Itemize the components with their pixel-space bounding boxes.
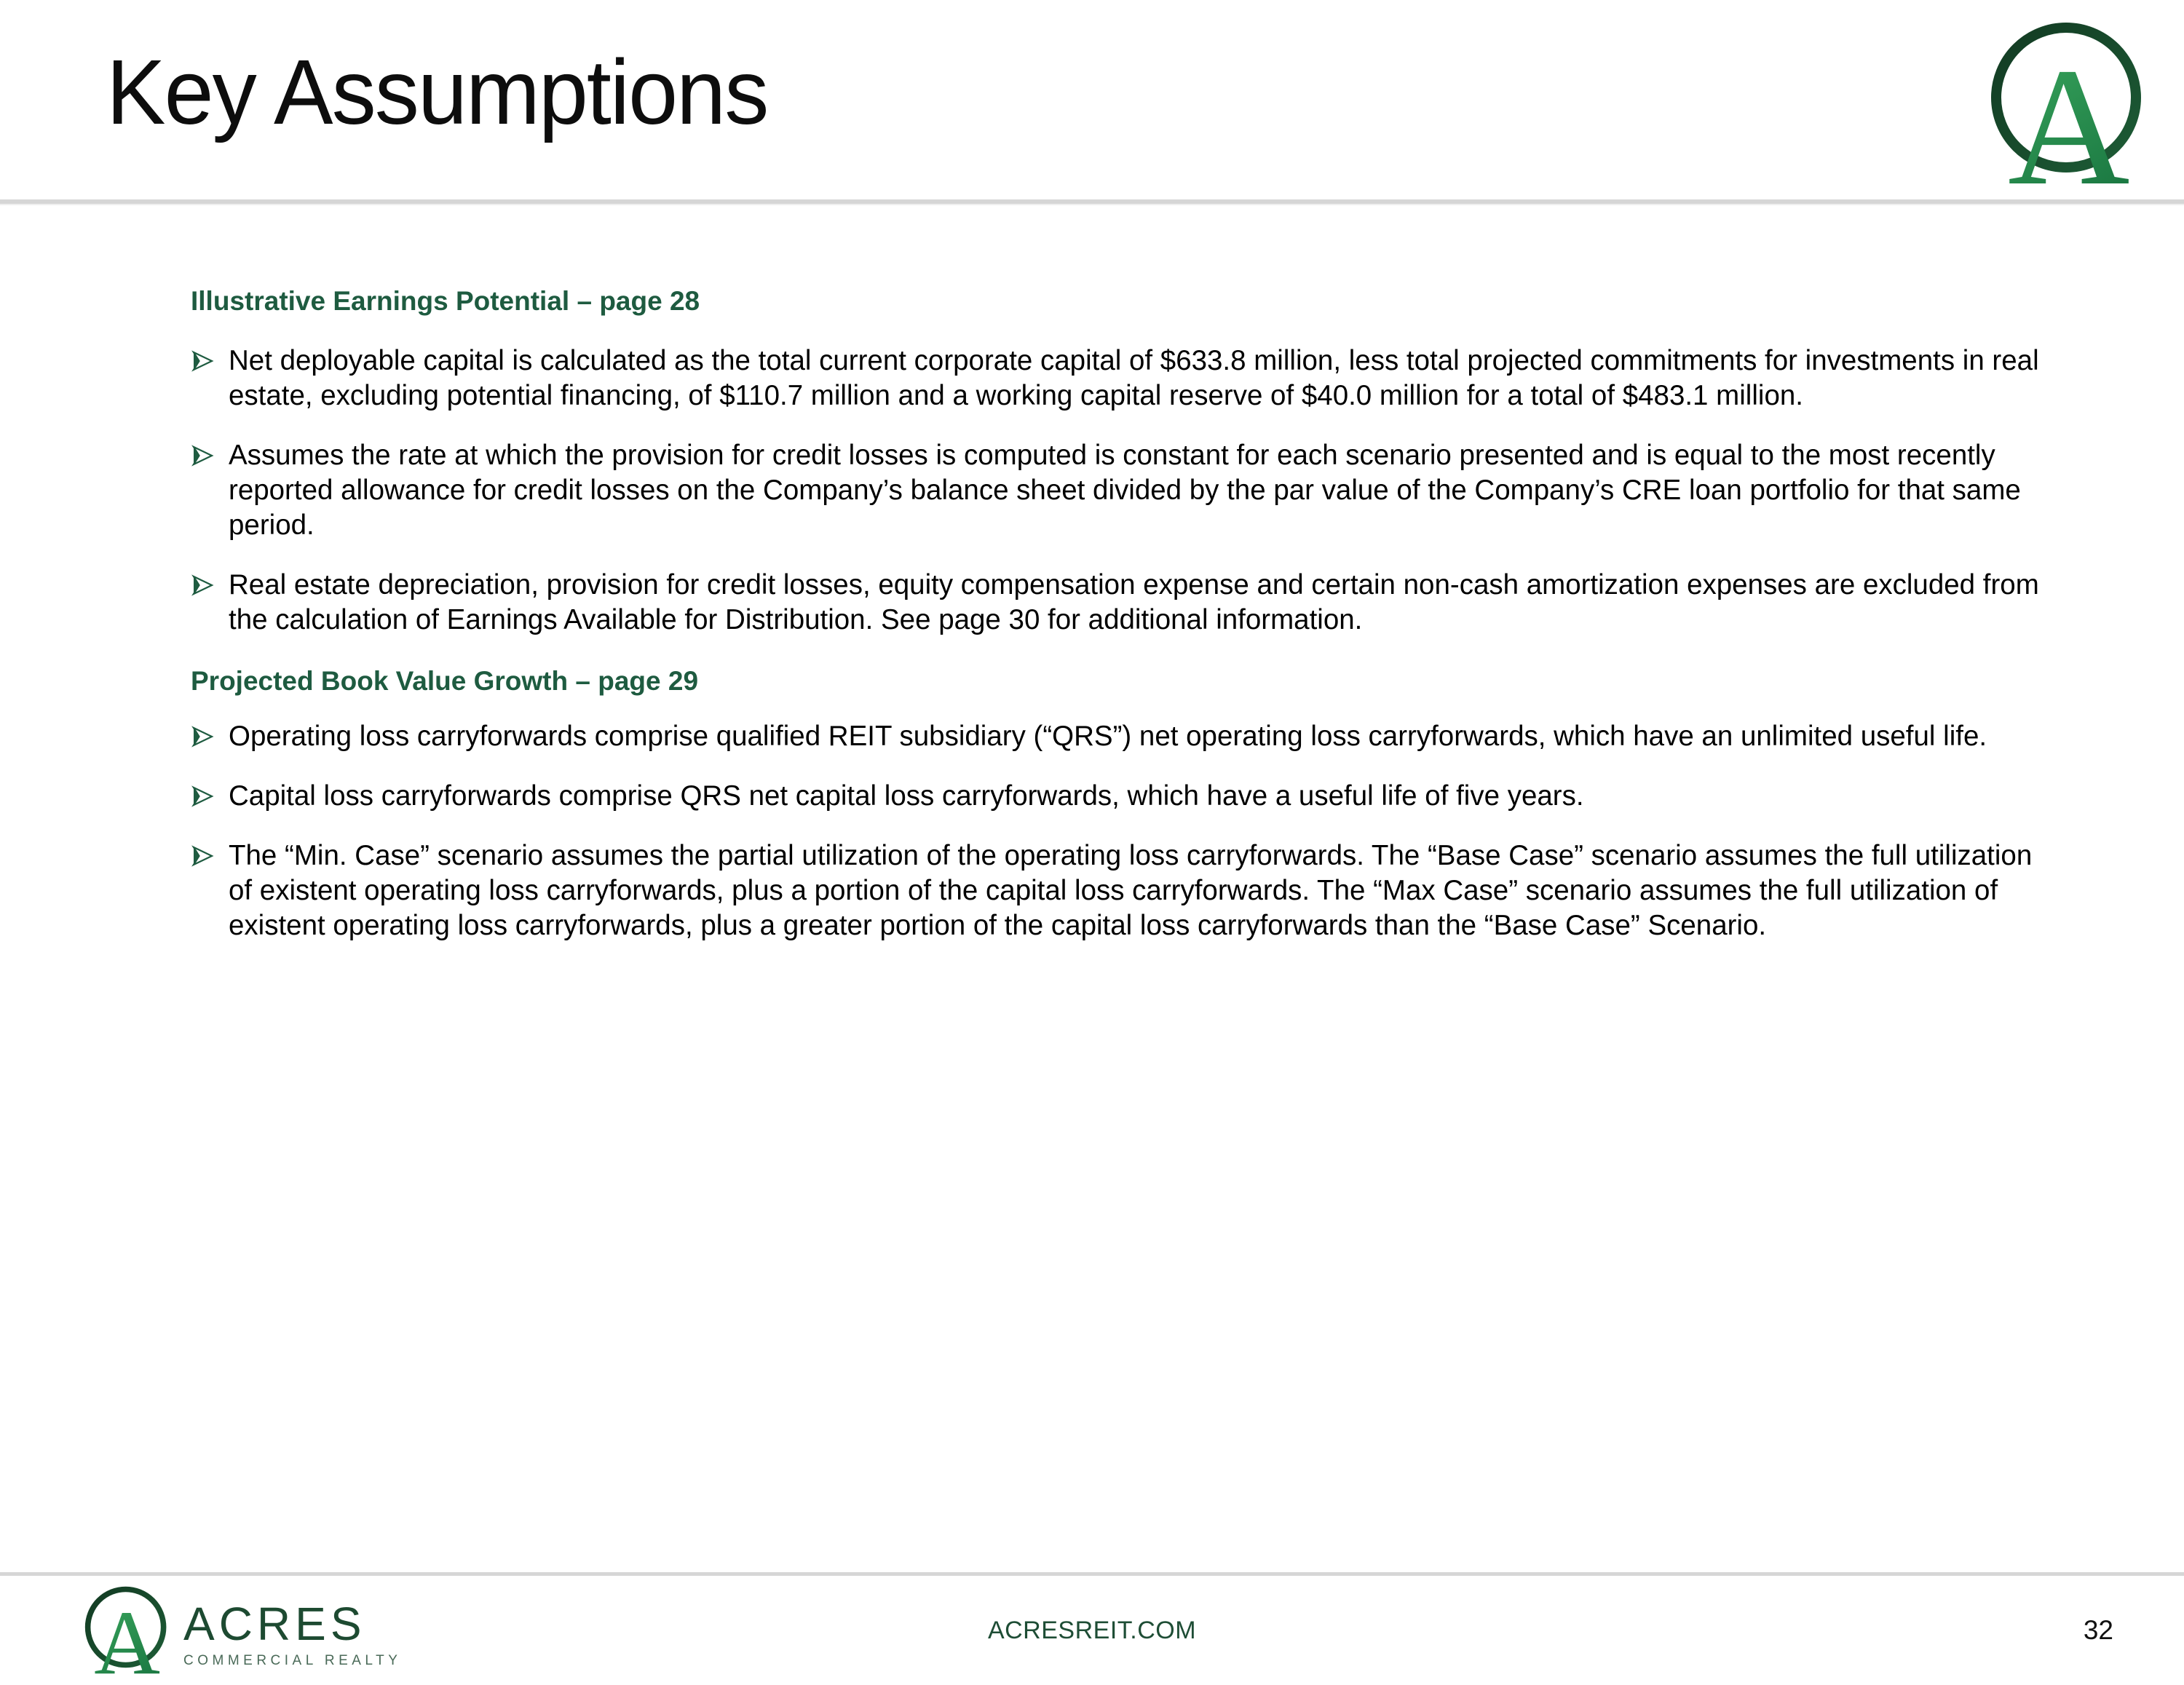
page-number: 32: [2083, 1615, 2113, 1645]
bullet-text: The “Min. Case” scenario assumes the partial utilization of the operating loss carryforwards. The “Base Case” scenario assumes the full utilization of existent operating loss carryforwards, plus a portion of the capital loss carryforwards. The “Max Case” scenario assumes the full utilization of existent operating loss carryforwards, plus a greater portion of the capital loss carryforwards than the “Base Case” Scenario.: [229, 840, 2033, 941]
arrow-bullet-icon: [191, 719, 214, 748]
footer-website: ACRESREIT.COM: [987, 1617, 1197, 1644]
slide-body: [191, 285, 2046, 968]
list-item: [191, 719, 2046, 754]
acres-logo-icon: [1983, 19, 2145, 194]
page-title: Key Assumptions: [106, 41, 768, 143]
arrow-bullet-icon: [191, 344, 214, 373]
arrow-bullet-icon: [191, 568, 214, 597]
bullet-text: Assumes the rate at which the provision for credit losses is computed is constant for each scenario presented and is equal to the most recently reported allowance for credit losses on the Company’s balance sheet divided by the par value of the Company’s CRE loan portfolio for that same period.: [229, 440, 2021, 541]
logo-letter: A: [94, 1593, 161, 1679]
logo-letter: A: [2008, 33, 2130, 194]
slide-header: [0, 0, 2184, 199]
list-item: [191, 568, 2046, 638]
arrow-bullet-icon: [191, 779, 214, 808]
bullet-text: Operating loss carryforwards comprise qualified REIT subsidiary (“QRS”) net operating loss carryforwards, which have an unlimited useful life.: [229, 721, 1987, 752]
bullet-list-book-value: [191, 719, 2046, 943]
bullet-list-earnings: [191, 344, 2046, 638]
list-item: [191, 344, 2046, 413]
list-item: [191, 779, 2046, 814]
logo-wordmark: ACRES: [183, 1598, 366, 1650]
section-heading-earnings: Illustrative Earnings Potential – page 28: [191, 286, 700, 316]
section-heading-book-value: Projected Book Value Growth – page 29: [191, 666, 699, 696]
logo-subtext: COMMERCIAL REALTY: [183, 1653, 402, 1668]
bullet-text: Capital loss carryforwards comprise QRS net capital loss carryforwards, which have a useful life of five years.: [229, 780, 1584, 812]
list-item: [191, 438, 2046, 543]
bullet-text: Real estate depreciation, provision for credit losses, equity compensation expense and certain non-cash amortization expenses are excluded from the calculation of Earnings Available for Distribution. See page 30 for additional information.: [229, 569, 2039, 635]
arrow-bullet-icon: [191, 838, 214, 868]
slide-footer: [0, 1576, 2184, 1685]
list-item: [191, 838, 2046, 943]
arrow-bullet-icon: [191, 438, 214, 467]
bullet-text: Net deployable capital is calculated as the total current corporate capital of $633.8 million, less total projected commitments for investments in real estate, excluding potential financing, of $110.7 million and a working capital reserve of $40.0 million for a total of $483.1 million.: [229, 345, 2039, 411]
header-divider: [0, 199, 2184, 205]
